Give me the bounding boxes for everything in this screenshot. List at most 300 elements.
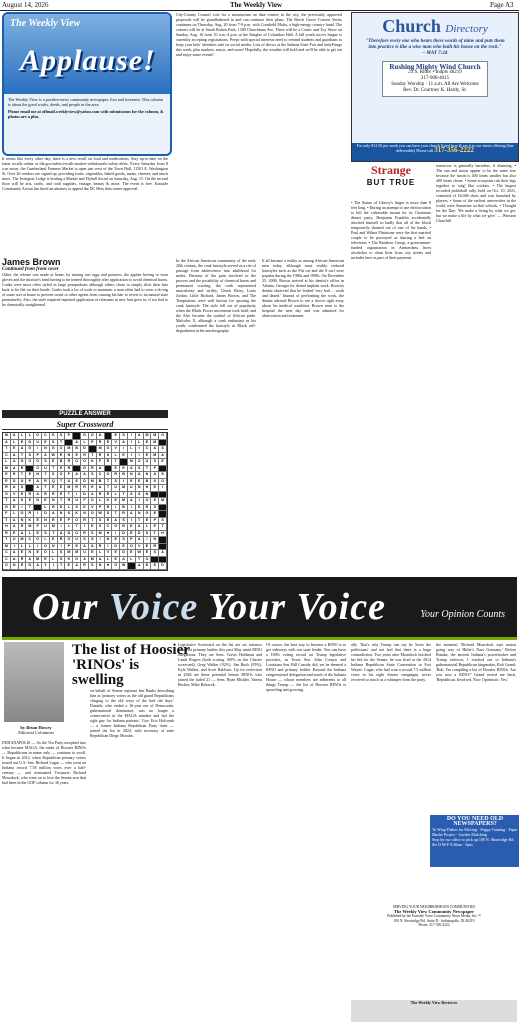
crossword-cell: I [73, 492, 81, 499]
crossword-cell: C [105, 524, 113, 531]
crossword-cell: G [26, 446, 34, 453]
crossword-cell: S [50, 440, 58, 447]
crossword-cell: L [50, 550, 58, 557]
crossword-cell: M [151, 433, 159, 440]
crossword-cell: O [58, 446, 66, 453]
crossword-cell: B [120, 472, 128, 479]
crossword-cell: N [136, 511, 144, 518]
crossword-cell: R [81, 531, 89, 538]
crossword-cell: D [26, 440, 34, 447]
crossword-cell: O [159, 479, 167, 486]
crossword-cell: T [3, 537, 11, 544]
crossword-cell: E [42, 557, 50, 564]
crossword-cell: E [105, 440, 113, 447]
crossword-cell: E [151, 511, 159, 518]
crossword-cell: W [97, 511, 105, 518]
crossword-cell: N [42, 518, 50, 525]
crossword-cell: K [73, 511, 81, 518]
crossword-cell: E [151, 563, 159, 570]
crossword-cell: C [3, 453, 11, 460]
old-newspapers-ad [430, 815, 519, 867]
crossword-cell: M [65, 485, 73, 492]
crossword-cell: P [65, 544, 73, 551]
crossword-cell: O [19, 511, 27, 518]
crossword-cell: M [26, 524, 34, 531]
opinion-col-2: on behalf of Senate aspirant Jim Banks describing him as 'primary voters as the old guard Republicans clinging to the old ways of the bad old days.' Daniels, who ended a 16-year era of Democratic gubernatorial dominance, was no longer a conservative in the MAGA mindset and 'not the right guy for Indiana patients.' Gov. Eric Holcomb — a former Indiana Republican Party chair — joined the list in 2024, with secretary of state Republican Diego Morales. [90, 688, 174, 738]
crossword-cell: M [3, 544, 11, 551]
crossword-cell: T [136, 557, 144, 564]
crossword-cell: E [34, 550, 42, 557]
crossword-cell: L [65, 524, 73, 531]
crossword-cell: L [128, 446, 136, 453]
crossword-cell: S [159, 472, 167, 479]
crossword-cell: A [26, 557, 34, 564]
crossword-cell: O [89, 511, 97, 518]
crossword-cell: T [89, 518, 97, 525]
crossword-cell: G [19, 459, 27, 466]
crossword-cell: E [11, 446, 19, 453]
crossword-cell: L [105, 557, 113, 564]
strange-but-true [351, 163, 431, 193]
crossword-cell: P [65, 433, 73, 440]
crossword-cell: K [50, 433, 58, 440]
crossword-cell: O [3, 492, 11, 499]
crossword-cell: D [26, 563, 34, 570]
crossword-cell: P [34, 524, 42, 531]
crossword-cell: A [128, 511, 136, 518]
crossword-cell: S [26, 453, 34, 460]
crossword-cell: S [105, 511, 113, 518]
crossword-cell: S [42, 459, 50, 466]
crossword-cell: E [65, 563, 73, 570]
crossword-cell: S [42, 531, 50, 538]
crossword-cell: E [144, 453, 152, 460]
crossword-cell: E [58, 466, 66, 473]
crossword-cell: N [11, 563, 19, 570]
crossword-cell: S [89, 472, 97, 479]
crossword-cell: E [105, 518, 113, 525]
crossword-cell: R [97, 544, 105, 551]
crossword-cell: C [97, 472, 105, 479]
crossword-cell: M [128, 459, 136, 466]
crossword-cell: R [50, 505, 58, 512]
church-callbar [352, 143, 518, 161]
crossword-cell: A [97, 433, 105, 440]
crossword-cell: E [120, 453, 128, 460]
crossword-cell: P [65, 518, 73, 525]
crossword-cell: I [128, 518, 136, 525]
crossword-cell: T [50, 466, 58, 473]
church-call-phone: 317-356-2222 [434, 146, 474, 154]
crossword-cell: L [11, 511, 19, 518]
applause-box [2, 12, 172, 156]
church-ad-times: Sunday Worship · 11 a.m. All Are Welcome [391, 82, 479, 87]
crossword-cell: S [159, 518, 167, 525]
crossword-cell: N [50, 544, 58, 551]
crossword-cell: B [58, 459, 66, 466]
crossword-cell: O [81, 459, 89, 466]
crossword-cell: R [81, 453, 89, 460]
crossword-cell: L [42, 505, 50, 512]
crossword-cell: N [128, 472, 136, 479]
crossword-cell: L [97, 498, 105, 505]
crossword-cell: E [144, 563, 152, 570]
strange-text-2: tomorrow is generally harmless, if alarming. • The sun and moon appear to be the same size because the moon is 400 times smaller but also 400 times closer. • Some scorpions rub their legs together to 'sing' like crickets. • The largest recorded pickleball rally, held on Oct. 10, 2021, consisted of 16,046 shots and was launched by players. • Some of the earliest universities in the world were Sumerian scribal schools. • Thought for the Day: 'We make a living by what we get, but we make a life by what we give.' — Winston Churchill [436, 163, 516, 223]
crossword-cell: I [159, 485, 167, 492]
crossword-cell: U [65, 479, 73, 486]
strange-line2: BUT TRUE [366, 178, 416, 187]
crossword-cell: E [34, 531, 42, 538]
crossword-cell: T [105, 485, 113, 492]
crossword-cell: A [34, 485, 42, 492]
crossword-cell: O [34, 433, 42, 440]
crossword-cell: D [120, 550, 128, 557]
crossword-cell: R [3, 531, 11, 538]
crossword-cell: E [112, 537, 120, 544]
crossword-cell: P [89, 440, 97, 447]
crossword-cell: E [151, 524, 159, 531]
crossword-cell: U [73, 537, 81, 544]
crossword-cell: E [105, 492, 113, 499]
crossword-cell: A [3, 440, 11, 447]
crossword-cell: R [120, 524, 128, 531]
crossword-cell: S [120, 537, 128, 544]
crossword-cell: L [50, 557, 58, 564]
crossword-cell: E [89, 485, 97, 492]
crossword-cell: E [19, 440, 27, 447]
crossword-cell: S [144, 531, 152, 538]
crossword-cell: M [89, 479, 97, 486]
crossword-cell: P [151, 518, 159, 525]
crossword-cell: T [58, 498, 66, 505]
crossword-cell: A [136, 524, 144, 531]
crossword-cell: T [73, 524, 81, 531]
crossword-cell: A [97, 485, 105, 492]
crossword-cell: V [89, 505, 97, 512]
crossword-cell: E [89, 524, 97, 531]
crossword-cell: O [89, 498, 97, 505]
crossword-cell: U [81, 550, 89, 557]
crossword-cell: A [81, 544, 89, 551]
crossword-cell: A [120, 557, 128, 564]
crossword-cell: I [34, 544, 42, 551]
crossword-cell: I [128, 440, 136, 447]
crossword-cell: E [81, 505, 89, 512]
crossword-cell: O [73, 557, 81, 564]
crossword-cell: R [97, 440, 105, 447]
crossword-cell: S [112, 479, 120, 486]
crossword-cell: I [128, 433, 136, 440]
crossword-cell: O [34, 537, 42, 544]
crossword-cell: A [58, 531, 66, 538]
masthead [351, 905, 517, 928]
crossword-cell: T [3, 518, 11, 525]
crossword-cell: R [19, 466, 27, 473]
crossword-cell: R [42, 492, 50, 499]
crossword-cell: I [19, 505, 27, 512]
crossword-cell: K [19, 498, 27, 505]
crossword-cell: I [136, 446, 144, 453]
crossword-cell: E [151, 485, 159, 492]
crossword-cell: C [42, 433, 50, 440]
crossword-cell: C [3, 550, 11, 557]
crossword-cell: R [26, 492, 34, 499]
crossword-cell: R [81, 518, 89, 525]
crossword-cell: E [19, 492, 27, 499]
church-ad-addr: 23 S. Ritter • Indpls 46219 [408, 70, 462, 75]
crossword-cell: R [65, 498, 73, 505]
crossword-cell: N [151, 537, 159, 544]
crossword-cell: N [42, 446, 50, 453]
crossword-cell: E [50, 485, 58, 492]
crossword-cell: M [144, 433, 152, 440]
crossword-cell: A [19, 531, 27, 538]
crossword-cell: R [11, 505, 19, 512]
church-ad-pastor: Rev. Dr. Courtney K. Hardy, Sr. [403, 88, 467, 93]
opinion-col-4: Of course, the best way to become a RINO is to get sideways with our state leader. You can have a 100% voting record on Trump legislative priorities, as Texas Sen. John Cornyn and Louisiana Sen. Bill Cassidy did, yet be deemed a RINO and primary fodder. Beyond the Indiana congressional delegation and much of the Indiana House — whose members are adherents to all things Trump — the list of Hoosier RINOs is sprawling and growing. [266, 642, 346, 692]
byline-role: Editorial Columnist [18, 730, 54, 735]
crossword-cell: D [42, 511, 50, 518]
crossword-cell: R [3, 485, 11, 492]
crossword-cell: A [73, 563, 81, 570]
crossword-cell: D [81, 479, 89, 486]
crossword-cell: S [120, 433, 128, 440]
masthead-phone: Phone: 317-356-2222 [418, 923, 450, 927]
crossword-cell: I [50, 563, 58, 570]
crossword-cell: A [11, 518, 19, 525]
crossword-cell: G [144, 511, 152, 518]
church-ad-phone: 317-908-4015 [420, 76, 450, 81]
crossword-cell: K [65, 557, 73, 564]
crossword-cell: O [11, 537, 19, 544]
crossword-cell: D [136, 531, 144, 538]
crossword-cell: R [65, 466, 73, 473]
crossword-cell: A [136, 537, 144, 544]
crossword-cell: S [136, 466, 144, 473]
crossword-cell: T [151, 531, 159, 538]
church-ref: – MAT 7:24 [422, 51, 448, 56]
crossword-cell: E [144, 518, 152, 525]
crossword-cell: E [112, 498, 120, 505]
crossword-cell: R [19, 524, 27, 531]
crossword-cell: S [89, 537, 97, 544]
crossword-cell: H [105, 531, 113, 538]
crossword-cell [128, 563, 136, 570]
crossword-cell: V [112, 446, 120, 453]
crossword-cell: M [89, 557, 97, 564]
crossword-cell: R [105, 505, 113, 512]
crossword-cell: I [34, 446, 42, 453]
crossword-cell: S [19, 485, 27, 492]
crossword-cell: E [73, 544, 81, 551]
applause-text: It seems like every other day, there is a new recall on food and medications. Stay up-to-date on the latest recalls online at fda.gov/safety/recalls-market-withdrawals-safety-alerts. Every Saturday from 8 a.m.-noon, the Cumberland Farmers Market is open just west of the Town Hall, 11501 E. Washington St. Over 20 vendors are signed up, providing fruits, vegetables, baked goods, meats, cheeses, and much more. The Irvington Lodge is hosting a Market and Flyball Social on Saturday, Aug. 15. On the second floor will be arts, crafts, and craft supplies, vintage, beauty & more. The event is free. Eastside Community Action has hired an attorney to appeal the DC Hess data center approval. [2, 156, 168, 191]
crossword-cell: W [136, 550, 144, 557]
header-date: August 14, 2026 [2, 1, 49, 9]
crossword-cell: E [128, 531, 136, 538]
crossword-cell: U [112, 485, 120, 492]
crossword-cell: I [97, 537, 105, 544]
crossword-cell: E [128, 524, 136, 531]
crossword-cell: A [34, 479, 42, 486]
header-page: Page A3 [490, 1, 514, 9]
crossword-cell: N [19, 518, 27, 525]
crossword-cell: F [81, 498, 89, 505]
crossword-cell: A [11, 498, 19, 505]
crossword-cell: A [50, 511, 58, 518]
crossword-cell: P [128, 537, 136, 544]
crossword-cell: O [159, 433, 167, 440]
crossword-cell: R [105, 459, 113, 466]
crossword-cell: S [73, 505, 81, 512]
crossword-cell: S [97, 524, 105, 531]
crossword-cell: E [128, 550, 136, 557]
crossword-cell: T [144, 466, 152, 473]
crossword-cell: E [58, 518, 66, 525]
crossword-cell: N [97, 563, 105, 570]
crossword-cell: O [89, 433, 97, 440]
crossword-cell: E [3, 479, 11, 486]
crossword-cell: A [120, 440, 128, 447]
crossword-cell: D [112, 544, 120, 551]
crossword-cell: S [97, 518, 105, 525]
applause-banner [4, 14, 170, 94]
crossword-cell: R [73, 485, 81, 492]
crossword-cell: L [26, 531, 34, 538]
crossword-cell: A [73, 472, 81, 479]
opinion-col-1: INDIANAPOLIS — As the Tea Party morphed into what became MAGA, the ranks of Hoosier RINOs — Republicans in name only — continue to swell. It began in 2012, when Republican primary voters tossed out U.S. Sen. Richard Lugar — who went on Indiana record 7.58 million votes over a half-century — and nominated Treasurer Richard Mourdock, who went on to lose the Senate seat that had been in the GOP column for 36 years. [2, 740, 86, 785]
crossword-cell: K [89, 459, 97, 466]
crossword-cell: A [81, 557, 89, 564]
crossword-cell: C [26, 537, 34, 544]
crossword-cell: T [42, 485, 50, 492]
crossword-cell: L [26, 544, 34, 551]
crossword-cell: U [19, 479, 27, 486]
crossword-cell: O [34, 459, 42, 466]
crossword-cell: N [34, 498, 42, 505]
james-brown-subhead: Continued from front cover [2, 267, 59, 272]
crossword-cell: E [3, 472, 11, 479]
crossword-cell: O [73, 518, 81, 525]
crossword-cell: M [19, 537, 27, 544]
crossword-cell: L [65, 505, 73, 512]
crossword-cell: S [58, 550, 66, 557]
crossword-cell: E [26, 498, 34, 505]
crossword-cell: O [34, 466, 42, 473]
crossword-cell: N [144, 492, 152, 499]
crossword-cell: M [3, 433, 11, 440]
opinion-headline: The list of Hoosier 'RINOs' is swelling [72, 642, 190, 688]
crossword-cell: A [11, 557, 19, 564]
crossword-cell: R [151, 544, 159, 551]
crossword-cell: I [58, 524, 66, 531]
crossword-cell: N [26, 550, 34, 557]
crossword-cell: O [73, 459, 81, 466]
opinion-col-6: the moment: 'Richard Mourdock says nation going way of Hitler's Nazi Germany.' Before Rumke, the ancient Indiana's powerbroker and Trump enforcer, I reached out to Indiana's gubernatorial Republican kingmaker, Bob Grand: 'Bob, I'm compiling a list of Hoosier RINOs. Are you now a RINO?' Grand texted me back, 'Republican. Involved. Now Optimistic. Yes.' [436, 642, 516, 682]
crossword-cell: T [112, 511, 120, 518]
crossword-cell: I [112, 531, 120, 538]
crossword-cell: A [19, 446, 27, 453]
crossword-cell: S [105, 453, 113, 460]
crossword-cell: G [81, 466, 89, 473]
james-brown-article [2, 257, 168, 407]
crossword-cell: R [58, 537, 66, 544]
crossword-cell: C [144, 446, 152, 453]
crossword-cell: H [144, 485, 152, 492]
crossword-cell: L [144, 524, 152, 531]
crossword-cell: S [89, 531, 97, 538]
crossword-cell: T [159, 524, 167, 531]
crossword-cell: E [19, 550, 27, 557]
crossword-cell: A [11, 433, 19, 440]
crossword-cell: R [97, 453, 105, 460]
crossword-cell: M [151, 453, 159, 460]
crossword-cell: P [151, 466, 159, 473]
crossword-cell: E [120, 466, 128, 473]
crossword-cell: B [144, 479, 152, 486]
crossword-cell: E [42, 498, 50, 505]
applause-title: Applause! [20, 44, 156, 77]
voice-title-b: Voice [108, 586, 199, 628]
crossword-cell: A [73, 440, 81, 447]
church-directory [351, 12, 519, 162]
crossword-cell: H [105, 563, 113, 570]
crossword-cell: S [151, 479, 159, 486]
crossword-cell: V [112, 440, 120, 447]
crossword-cell: I [136, 453, 144, 460]
crossword-cell: R [81, 485, 89, 492]
crossword-cell: O [65, 537, 73, 544]
crossword-cell: F [65, 472, 73, 479]
byline [4, 725, 68, 735]
crossword-cell: E [34, 518, 42, 525]
crossword-cell: A [89, 492, 97, 499]
crossword-cell: G [3, 505, 11, 512]
crossword-cell: E [42, 440, 50, 447]
dyd-title: DO YOU NEED OLD NEWSPAPERS? [446, 816, 504, 827]
church-quote: "Therefore every one who hears these words of mine and puts them into practice is like a wise man who built his house on the rock." [365, 39, 505, 50]
crossword-cell: A [136, 563, 144, 570]
crossword-cell: A [97, 466, 105, 473]
crossword-cell: I [11, 544, 19, 551]
crossword-cell: Q [50, 479, 58, 486]
crossword-cell: T [105, 479, 113, 486]
crossword-cell: M [34, 557, 42, 564]
crossword-cell: O [73, 531, 81, 538]
crossword-cell: L [128, 557, 136, 564]
crossword-cell: L [97, 550, 105, 557]
crossword-cell: G [50, 446, 58, 453]
crossword-cell: R [19, 557, 27, 564]
crossword-cell: S [81, 537, 89, 544]
conk-text: In the African American community of the early 20th century, the conk hairstyle served as a rite of passage from adolescence into adulthood for males. Because of the pain involved in the process and the possibility of chemical burns and permanent scarring, the conk represented masculinity and virility. Chuck Berry, Louis Jordan, Little Richard, James Brown, and The Temptations were well known for sporting the conk hairstyle. The style fell out of popularity when the Black Power movement took hold; and the Afro became the symbol of African pride. Malcolm X, although a conk enthusiast in his youth, condemned the hairstyle as Black self-degradation in his autobiography. [176, 258, 256, 333]
crossword-cell: O [3, 563, 11, 570]
crossword-cell: R [65, 459, 73, 466]
crossword-cell: I [128, 505, 136, 512]
crossword-cell: A [151, 446, 159, 453]
crossword-cell: S [65, 511, 73, 518]
crossword-cell: O [58, 472, 66, 479]
crossword-cell: C [3, 557, 11, 564]
crossword-cell: I [128, 453, 136, 460]
opinion-col-3: Legislative Scorecard on the list are six senators who lost primary battles this past May amid RINO allegations. They are Sens. Travis Holdman and Linda Rogers (both scoring 100% on the Charter scorecard), Greg Walker (92%), Jim Buck (95%), Kyle Walker, and Scott Baldwin. Up for reelection in 2026 are these potential Senate RINOs who joined the failed 21 — Sens. Ryan Mishler, Vaneta Becker, Mike Bohacek. [178, 642, 262, 687]
crossword-cell: O [42, 550, 50, 557]
crossword-cell: I [58, 544, 66, 551]
crossword-cell: A [11, 524, 19, 531]
crossword-cell: L [81, 440, 89, 447]
crossword-cell: M [97, 446, 105, 453]
crossword-cell: R [11, 472, 19, 479]
crossword-answers [2, 420, 168, 567]
